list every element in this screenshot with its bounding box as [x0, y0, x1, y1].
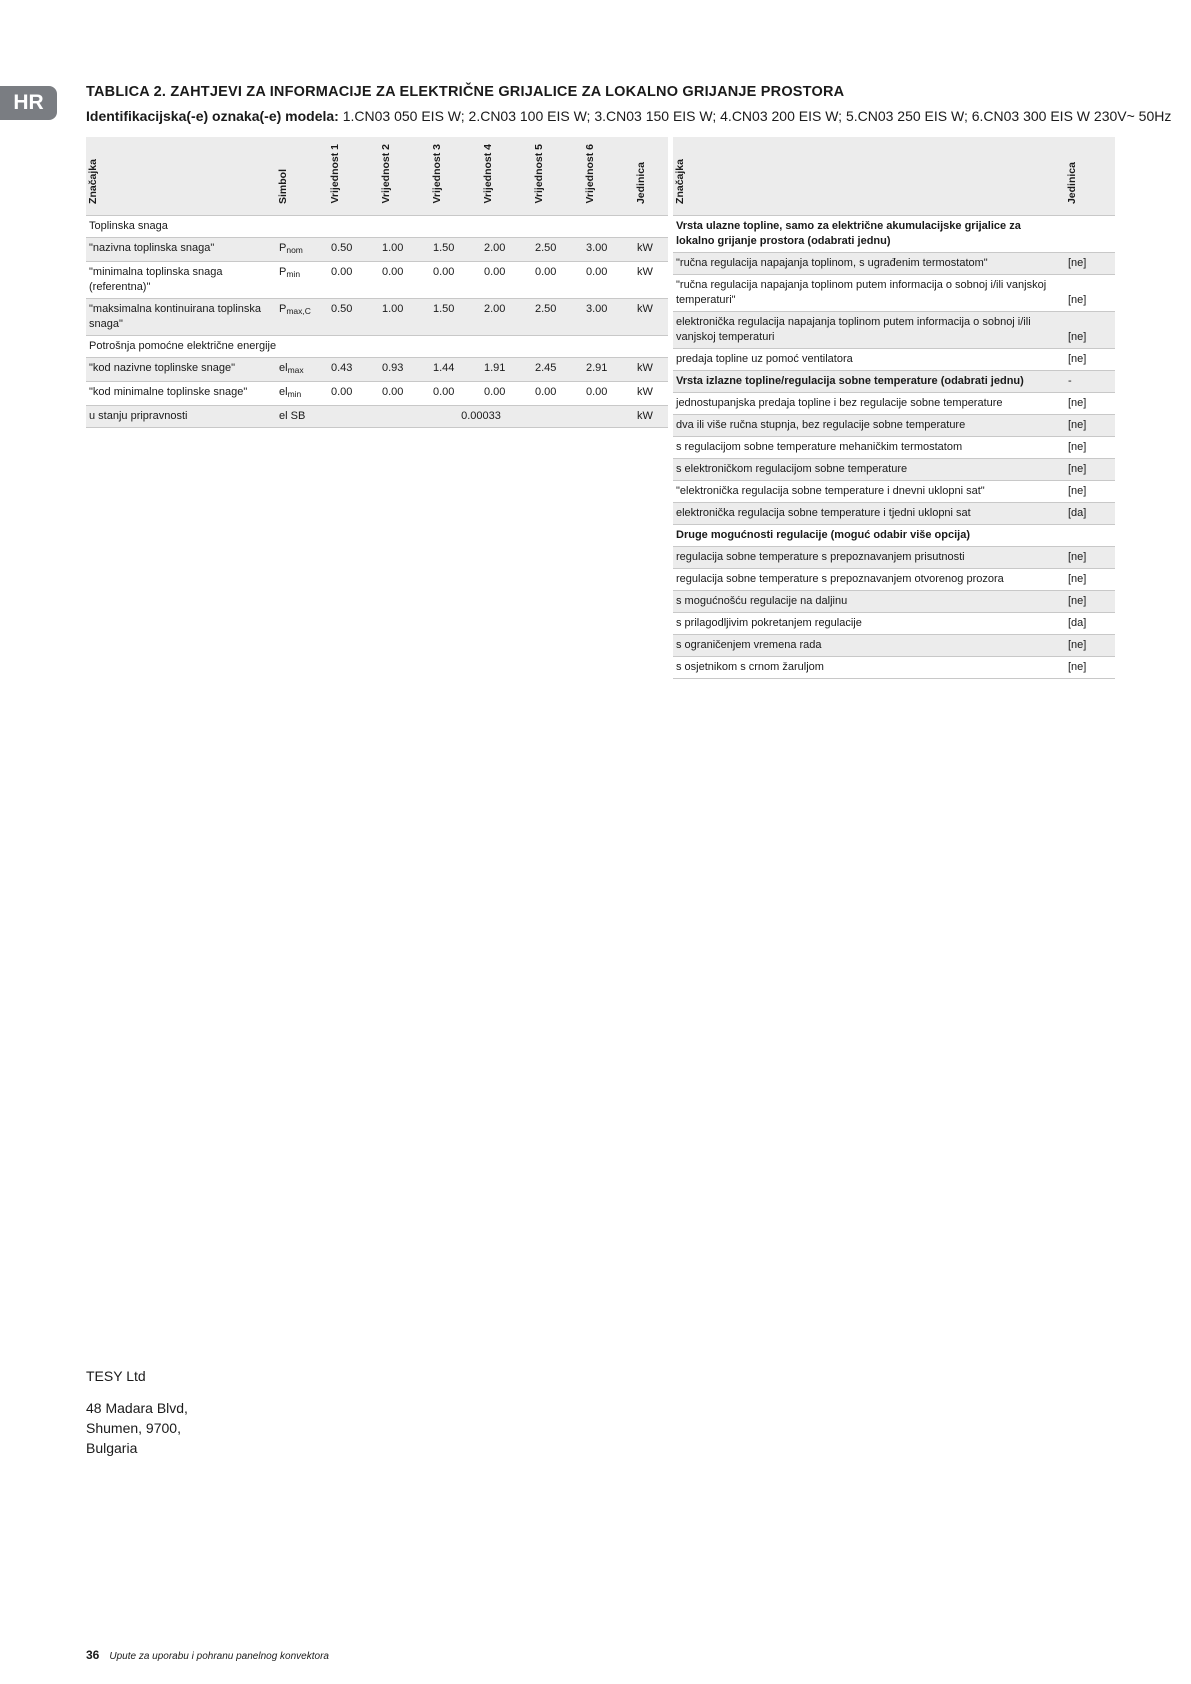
- feature-cell: "maksimalna kontinuirana toplinska snaga": [86, 299, 276, 336]
- section-label: Toplinska snaga: [89, 220, 168, 232]
- value-cell: 0.00: [433, 386, 455, 398]
- column-header: [673, 137, 1065, 216]
- feature-cell: Vrsta ulazne topline, samo za električne akumulacijske grijalice za lokalno grijanje prostora (odabrati jednu): [676, 220, 1021, 247]
- value-cell: 2.50: [532, 299, 583, 336]
- feature-cell: regulacija sobne temperature s prepoznavanjem otvorenog prozora: [676, 573, 1004, 585]
- unit-cell: [ne]: [1065, 415, 1115, 437]
- feature-cell: "ručna regulacija napajanja toplinom putem informacija o sobnoj i/ili vanjskoj temperaturi": [676, 279, 1047, 306]
- feature-cell: s mogućnošću regulacije na daljinu: [673, 591, 1065, 613]
- feature-cell: regulacija sobne temperature s prepoznavanjem prisutnosti: [673, 547, 1065, 569]
- column-header-label: Vrijednost 5: [533, 144, 545, 204]
- feature-cell: "kod minimalne toplinske snage": [89, 386, 248, 398]
- column-header: [634, 137, 668, 216]
- address-line: Shumen, 9700,: [86, 1420, 181, 1436]
- company-address: [86, 1398, 188, 1458]
- symbol-cell: [276, 262, 328, 299]
- feature-cell: "minimalna toplinska snaga (referentna)": [89, 266, 223, 293]
- table-row: [673, 275, 1115, 312]
- unit-cell: [ne]: [1065, 591, 1115, 613]
- symbol-text: el SB: [279, 410, 306, 422]
- standby-value: 0.00033: [328, 406, 634, 428]
- value-cell: 0.00: [433, 266, 455, 278]
- value-cell: 0.00: [331, 266, 353, 278]
- symbol-subscript: nom: [286, 245, 303, 255]
- column-header: [86, 137, 276, 216]
- table-row: [86, 336, 668, 358]
- value-cell: 0.93: [379, 358, 430, 382]
- table-row: [673, 525, 1115, 547]
- table-row: [86, 262, 668, 299]
- value-cell: 0.00: [484, 266, 506, 278]
- unit-cell: kW: [637, 266, 653, 278]
- feature-cell: "elektronička regulacija sobne temperature i dnevni uklopni sat": [676, 485, 985, 497]
- value-cell: 0.00: [382, 386, 404, 398]
- column-header: [583, 137, 634, 216]
- value-cell: 1.50: [430, 238, 481, 262]
- value-cell: 0.50: [328, 299, 379, 336]
- heater-output-table: [86, 137, 668, 428]
- value-cell: 0.00: [586, 266, 608, 278]
- symbol-subscript: max: [287, 365, 304, 375]
- value-cell: 0.00: [484, 386, 506, 398]
- table-row: [673, 613, 1115, 635]
- table-row: [86, 216, 668, 238]
- symbol-text: P: [279, 303, 287, 315]
- column-header: [430, 137, 481, 216]
- table-row: [673, 547, 1115, 569]
- feature-cell: s prilagodljivim pokretanjem regulacije: [676, 617, 862, 629]
- value-cell: 3.00: [583, 238, 634, 262]
- unit-cell: [ne]: [1065, 459, 1115, 481]
- unit-cell: kW: [637, 386, 653, 398]
- value-cell: 1.91: [481, 358, 532, 382]
- symbol-cell: [276, 382, 328, 406]
- feature-cell: u stanju pripravnosti: [86, 406, 276, 428]
- value-cell: 1.44: [430, 358, 481, 382]
- value-cell: 0.00: [586, 386, 608, 398]
- value-cell: 2.00: [481, 238, 532, 262]
- symbol-text: P: [279, 266, 287, 278]
- language-tab: HR: [0, 86, 57, 120]
- footer-text: Upute za uporabu i pohranu panelnog konvektora: [109, 1651, 329, 1662]
- value-cell: 1.50: [430, 299, 481, 336]
- column-header-label: Simbol: [277, 168, 289, 204]
- column-header-label: Vrijednost 1: [329, 144, 341, 204]
- column-header-label: Vrijednost 3: [431, 144, 443, 204]
- feature-cell: Druge mogućnosti regulacije (moguć odabir više opcija): [676, 529, 970, 541]
- value-cell: 2.91: [583, 358, 634, 382]
- feature-cell: Vrsta izlazne topline/regulacija sobne temperature (odabrati jednu): [673, 371, 1065, 393]
- model-identification: [86, 108, 1171, 124]
- feature-cell: jednostupanjska predaja topline i bez regulacije sobne temperature: [676, 397, 1003, 409]
- table-row: [86, 406, 668, 428]
- feature-cell: "kod nazivne toplinske snage": [86, 358, 276, 382]
- feature-cell: s regulacijom sobne temperature mehaničkim termostatom: [676, 441, 963, 453]
- unit-cell: [ne]: [1068, 441, 1087, 453]
- symbol-cell: [276, 358, 328, 382]
- table-row: [673, 437, 1115, 459]
- unit-cell: [ne]: [1068, 397, 1087, 409]
- unit-cell: [ne]: [1068, 573, 1087, 585]
- table-row: [673, 216, 1115, 253]
- table-row: [673, 591, 1115, 613]
- value-cell: 0.00: [382, 266, 404, 278]
- table-row: [673, 503, 1115, 525]
- page-footer: [86, 1648, 329, 1662]
- column-header: [328, 137, 379, 216]
- unit-cell: kW: [634, 358, 668, 382]
- feature-cell: "ručna regulacija napajanja toplinom, s ugrađenim termostatom": [673, 253, 1065, 275]
- symbol-subscript: min: [286, 269, 301, 279]
- table-row: [86, 358, 668, 382]
- column-header-label: Značajka: [674, 159, 686, 204]
- value-cell: 3.00: [583, 299, 634, 336]
- feature-cell: "nazivna toplinska snaga": [86, 238, 276, 262]
- table-row: [673, 569, 1115, 591]
- unit-cell: [ne]: [1065, 635, 1115, 657]
- unit-cell: [ne]: [1065, 312, 1115, 349]
- value-cell: 2.50: [532, 238, 583, 262]
- value-cell: 0.43: [328, 358, 379, 382]
- heat-regulation-table: [673, 137, 1115, 679]
- table-row: [86, 382, 668, 406]
- value-cell: 2.45: [532, 358, 583, 382]
- symbol-text: P: [279, 242, 287, 254]
- symbol-cell: [276, 299, 328, 336]
- value-cell: 0.50: [328, 238, 379, 262]
- symbol-text: el: [279, 362, 288, 374]
- symbol-subscript: min: [287, 389, 302, 399]
- unit-cell: [ne]: [1068, 485, 1087, 497]
- table-row: [673, 312, 1115, 349]
- table-header-row: [86, 137, 668, 216]
- column-header-label: Vrijednost 4: [482, 144, 494, 204]
- table-row: [86, 299, 668, 336]
- table-row: [673, 393, 1115, 415]
- unit-cell: [ne]: [1065, 253, 1115, 275]
- unit-cell: kW: [634, 238, 668, 262]
- feature-cell: s ograničenjem vremena rada: [673, 635, 1065, 657]
- column-header-label: Jedinica: [1066, 161, 1078, 204]
- unit-cell: kW: [634, 299, 668, 336]
- column-header-label: Značajka: [87, 159, 99, 204]
- unit-cell: kW: [634, 406, 668, 428]
- unit-cell: [ne]: [1068, 294, 1087, 306]
- feature-cell: elektronička regulacija napajanja toplinom putem informacija o sobnoj i/ili vanjskoj temperaturi: [673, 312, 1065, 349]
- table-row: [673, 371, 1115, 393]
- model-identification-label: Identifikacijska(-e) oznaka(-e) modela:: [86, 108, 339, 124]
- column-header-label: Vrijednost 2: [380, 144, 392, 204]
- value-cell: 2.00: [481, 299, 532, 336]
- table-row: [673, 481, 1115, 503]
- symbol-text: el: [279, 386, 288, 398]
- symbol-cell: [276, 238, 328, 262]
- page-number: 36: [86, 1648, 100, 1662]
- unit-cell: [ne]: [1065, 547, 1115, 569]
- column-header: [532, 137, 583, 216]
- unit-cell: [ne]: [1068, 661, 1087, 673]
- page-title: TABLICA 2. ZAHTJEVI ZA INFORMACIJE ZA ELEKTRIČNE GRIJALICE ZA LOKALNO GRIJANJE PROSTORA: [86, 84, 845, 100]
- column-header-label: Jedinica: [635, 161, 647, 204]
- table-row: [673, 349, 1115, 371]
- value-cell: 1.00: [379, 299, 430, 336]
- symbol-cell: [276, 406, 328, 428]
- value-cell: 1.00: [379, 238, 430, 262]
- feature-cell: dva ili više ručna stupnja, bez regulacije sobne temperature: [673, 415, 1065, 437]
- unit-cell: [da]: [1065, 503, 1115, 525]
- feature-cell: predaja topline uz pomoć ventilatora: [676, 353, 853, 365]
- feature-cell: s osjetnikom s crnom žaruljom: [676, 661, 824, 673]
- table-row: [673, 657, 1115, 679]
- column-header: [276, 137, 328, 216]
- column-header: [1065, 137, 1115, 216]
- company-name: TESY Ltd: [86, 1368, 146, 1384]
- column-header-label: Vrijednost 6: [584, 144, 596, 204]
- column-header: [379, 137, 430, 216]
- unit-cell: [ne]: [1068, 353, 1087, 365]
- value-cell: 0.00: [331, 386, 353, 398]
- table-row: [673, 253, 1115, 275]
- value-cell: 0.00: [535, 386, 557, 398]
- column-header: [481, 137, 532, 216]
- table-row: [673, 415, 1115, 437]
- unit-cell: -: [1065, 371, 1115, 393]
- unit-cell: [1065, 216, 1115, 253]
- unit-cell: [da]: [1068, 617, 1087, 629]
- feature-cell: s elektroničkom regulacijom sobne temperature: [673, 459, 1065, 481]
- section-label: Potrošnja pomoćne električne energije: [89, 340, 277, 352]
- unit-cell: [1065, 525, 1115, 547]
- address-line: 48 Madara Blvd,: [86, 1400, 188, 1416]
- model-identification-value: 1.CN03 050 EIS W; 2.CN03 100 EIS W; 3.CN03 150 EIS W; 4.CN03 200 EIS W; 5.CN03 250 EIS W; 6.CN03 300 EIS W 230V~ 50Hz: [338, 108, 1172, 124]
- value-cell: 0.00: [535, 266, 557, 278]
- table-row: [673, 459, 1115, 481]
- table-row: [86, 238, 668, 262]
- feature-cell: elektronička regulacija sobne temperature i tjedni uklopni sat: [673, 503, 1065, 525]
- symbol-subscript: max,C: [286, 306, 311, 316]
- table-row: [673, 635, 1115, 657]
- table-header-row: [673, 137, 1115, 216]
- address-line: Bulgaria: [86, 1440, 138, 1456]
